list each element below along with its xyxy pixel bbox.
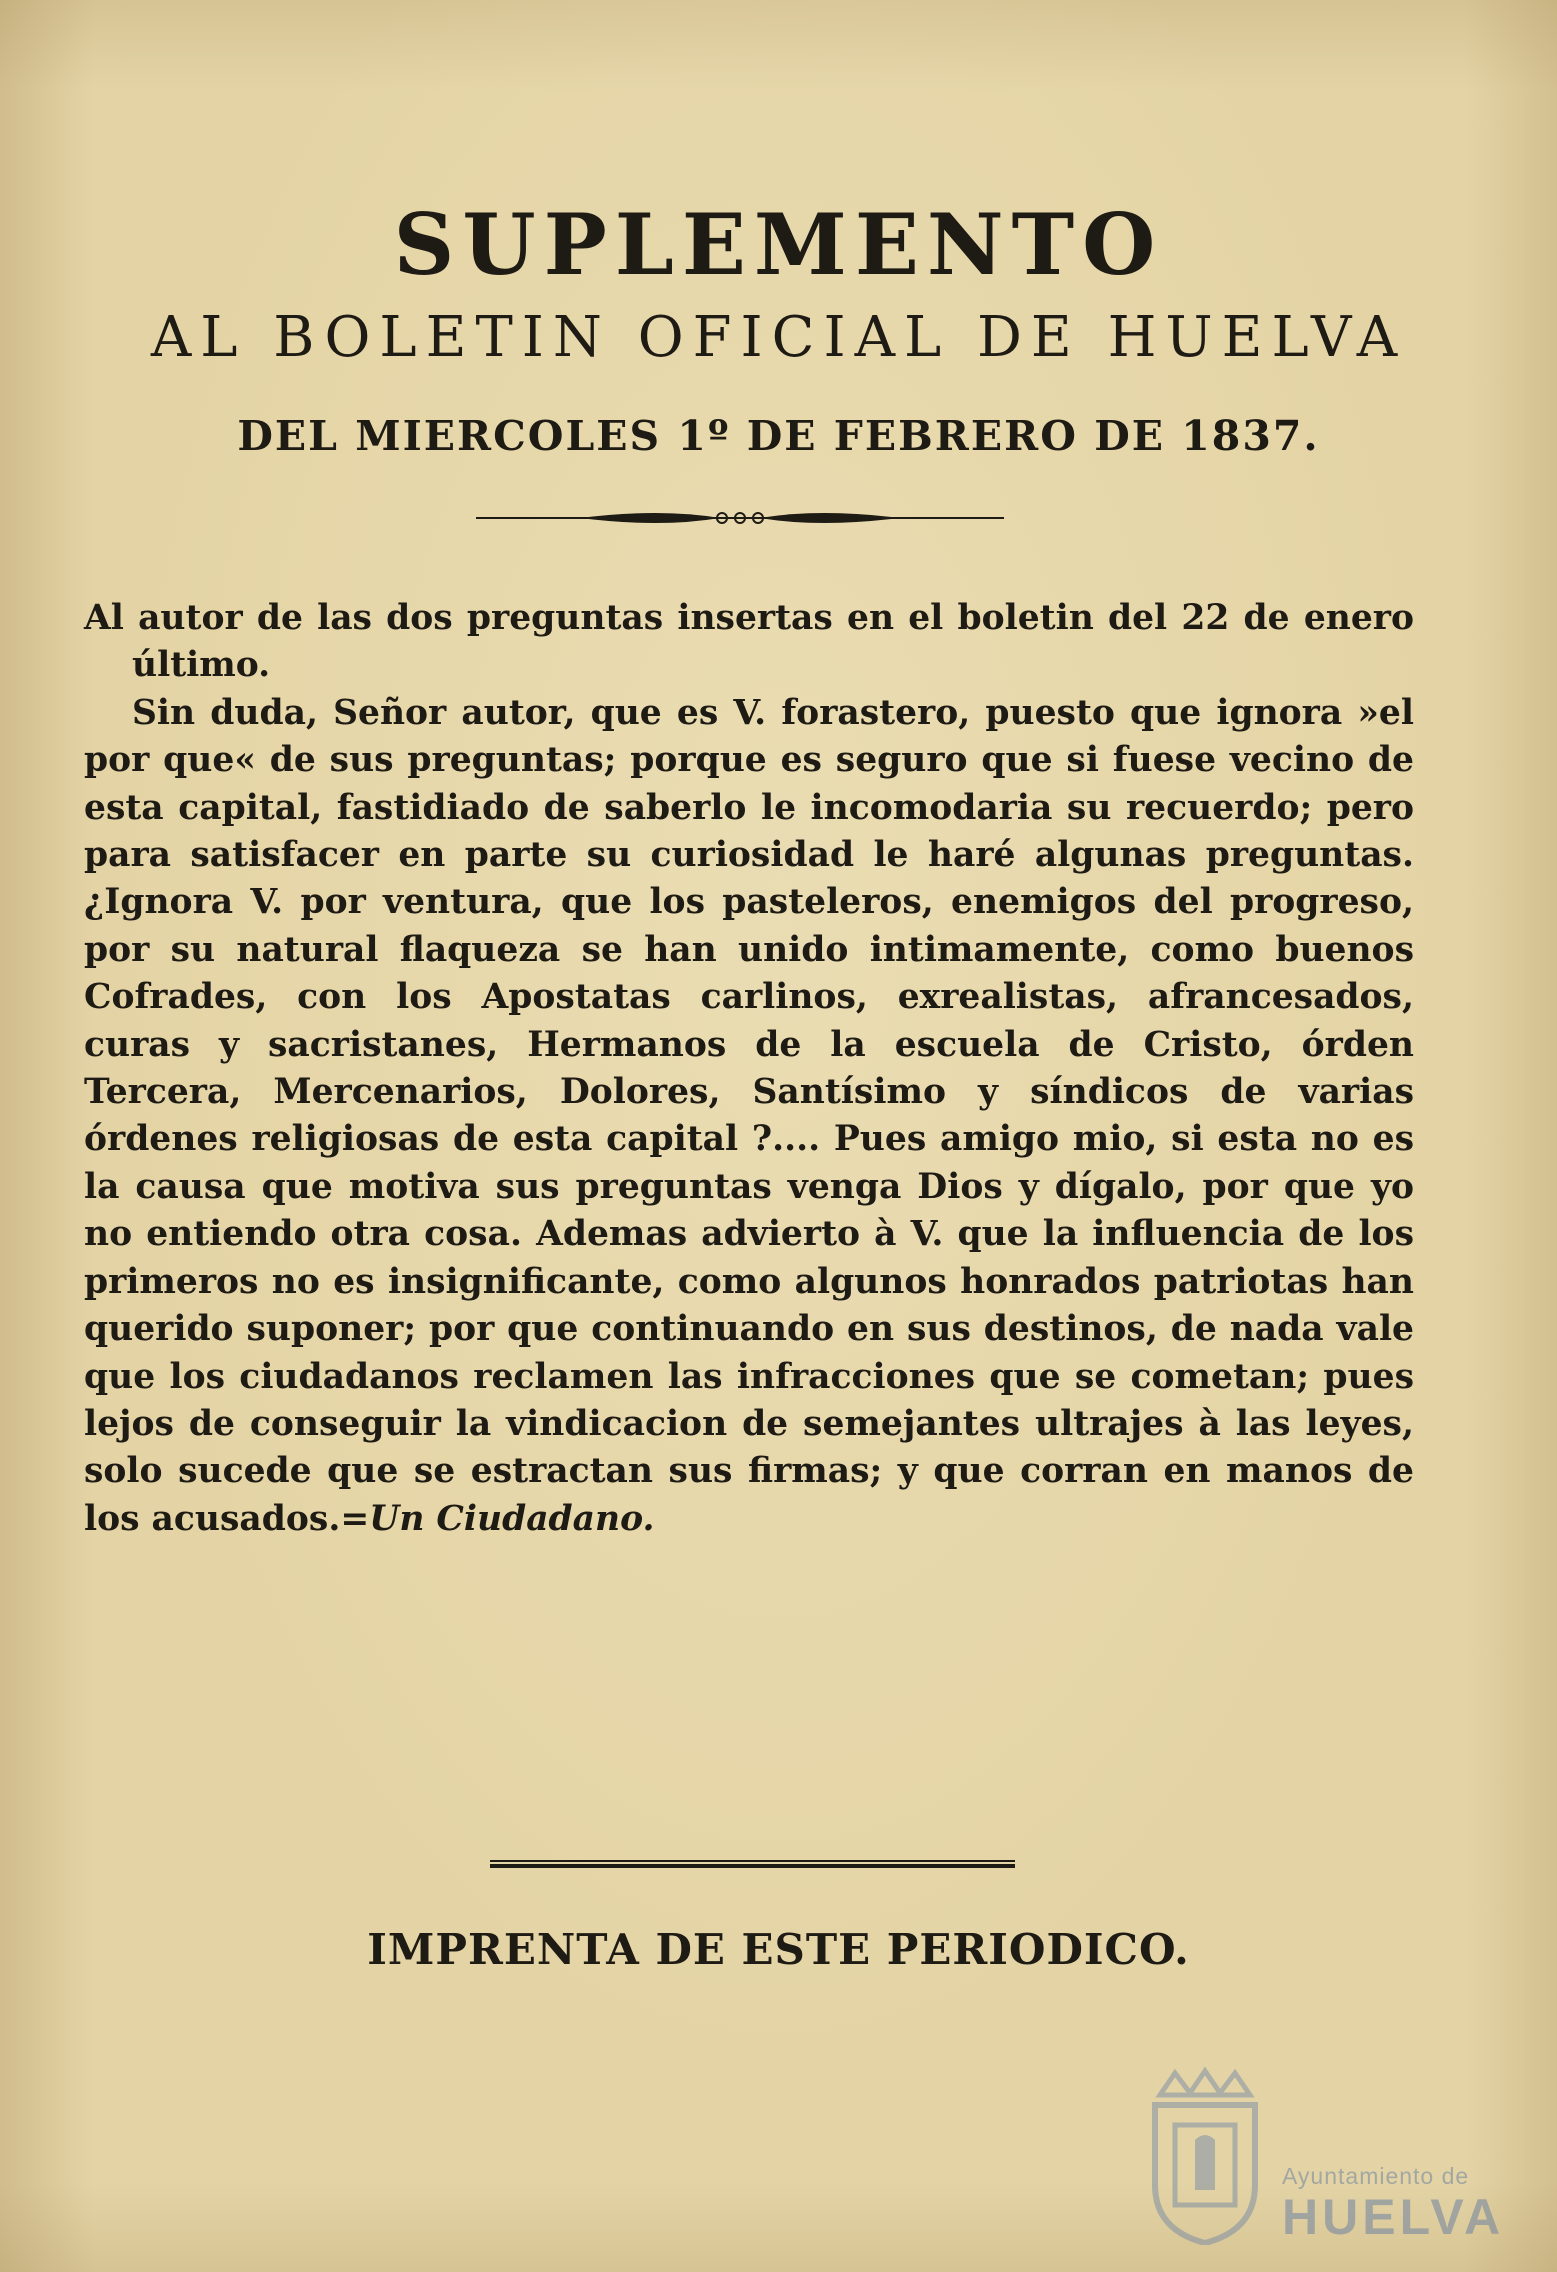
page-subtitle: AL BOLETIN OFICIAL DE HUELVA <box>150 305 1407 370</box>
article-body <box>84 595 1414 1543</box>
city-crest-icon <box>1140 2065 1270 2245</box>
date-line: DEL MIERCOLES 1º DE FEBRERO DE 1837. <box>237 412 1320 460</box>
article-text: Sin duda, Señor autor, que es V. forastero, puesto que ignora »el por que« de sus preguntas; porque es seguro que si fuese vecino de esta capital, fastidiado de saberlo le incomodaria su recuerdo; pero para satisfacer en parte su curiosidad le haré algunas preguntas. ¿Ignora V. por ventura, que los pasteleros, enemigos del progreso, por su natural flaqueza se han unido intimamente, como buenos Cofrades, con los Apostatas carlinos, exrealistas, afrancesados, curas y sacristanes, Hermanos de la escuela de Cristo, órden Tercera, Mercenarios, Dolores, Santísimo y síndicos de varias órdenes religiosas de esta capital ?.... Pues amigo mio, si esta no es la causa que motiva sus preguntas venga Dios y dígalo, por que yo no entiendo otra cosa. Ademas advierto à V. que la influencia de los primeros no es insignificante, como algunos honrados patriotas han querido suponer; por que continuando en sus destinos, de nada vale que los ciudadanos reclamen las infracciones que se cometan; pues lejos de conseguir la vindicacion de semejantes ultrajes à las leyes, solo sucede que se estractan sus firmas; y que corran en manos de los acusados. <box>84 692 1414 1539</box>
watermark-line1: Ayuntamiento de <box>1282 2163 1470 2189</box>
article-signature: =Un Ciudadano. <box>340 1498 655 1539</box>
watermark-line2: HUELVA <box>1282 2189 1505 2245</box>
article-address: Al autor de las dos preguntas insertas en el boletin del 22 de enero último. <box>84 598 1414 686</box>
footer-divider <box>490 1856 1015 1870</box>
article-paragraph <box>84 690 1414 1543</box>
page-title: SUPLEMENTO <box>393 195 1164 294</box>
imprint-line: IMPRENTA DE ESTE PERIODICO. <box>367 1925 1190 1974</box>
ornamental-divider <box>470 500 1010 536</box>
